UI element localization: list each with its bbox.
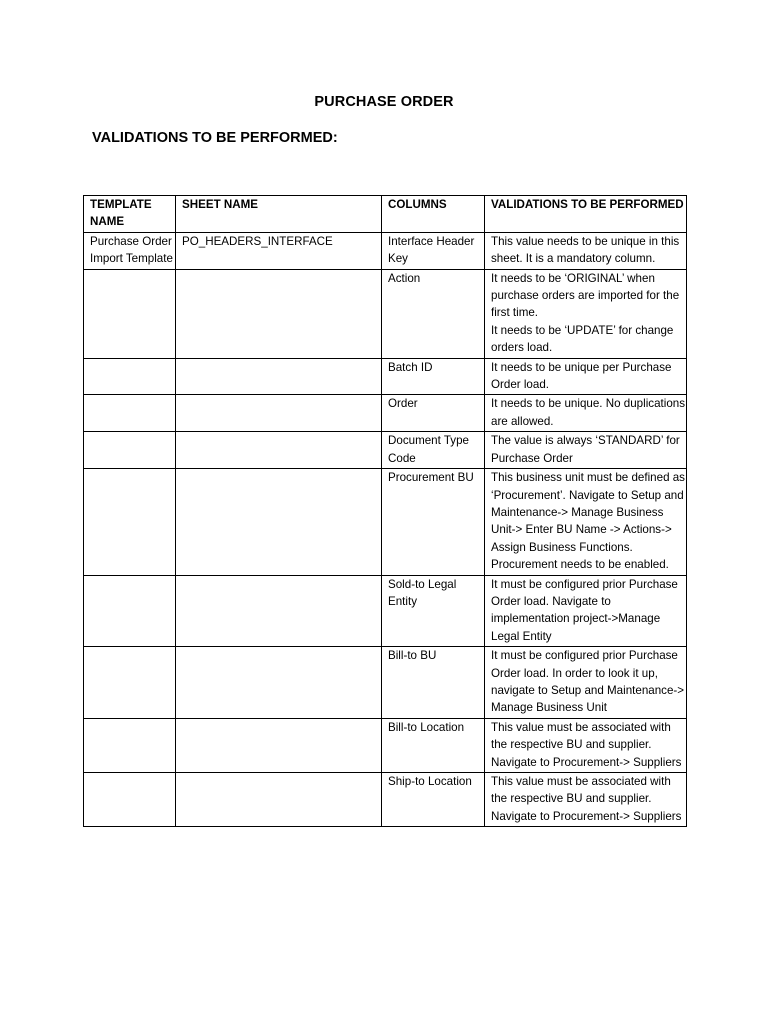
cell-template: [84, 395, 176, 432]
cell-validation: [485, 718, 687, 772]
cell-column: Sold-to Legal Entity: [382, 575, 485, 647]
table-row: [84, 718, 687, 772]
cell-template: [84, 773, 176, 827]
header-validations: VALIDATIONS TO BE PERFORMED: [485, 196, 687, 233]
table-row: [84, 575, 687, 647]
cell-sheet: [176, 647, 382, 719]
cell-column: Document Type Code: [382, 432, 485, 469]
cell-sheet: [176, 395, 382, 432]
table-row: [84, 232, 687, 269]
cell-sheet: [176, 575, 382, 647]
validation-text: This business unit must be defined as ‘Procurement’. Navigate to Setup and Maintenance-> Manage Business Unit-> Enter BU Name -> Actions-> Assign Business Functions. Procurement needs to be enabled.: [491, 471, 685, 572]
cell-template: [84, 718, 176, 772]
validation-text: It needs to be unique. No duplications are allowed.: [491, 397, 686, 428]
cell-validation: [485, 269, 687, 358]
cell-validation: [485, 469, 687, 575]
table-row: [84, 395, 687, 432]
validation-text: It needs to be ‘UPDATE’ for change orders load.: [491, 323, 674, 355]
cell-template: [84, 358, 176, 395]
header-template-name: TEMPLATE NAME: [84, 196, 176, 233]
cell-validation: [485, 232, 687, 269]
validations-table: [83, 195, 687, 827]
cell-column: Batch ID: [382, 358, 485, 395]
cell-template: [84, 469, 176, 575]
validation-text: The value is always ‘STANDARD’ for Purchase Order: [491, 434, 680, 465]
validation-text: This value must be associated with the respective BU and supplier. Navigate to Procurement-> Suppliers: [491, 775, 682, 823]
validation-text: This value needs to be unique in this sheet. It is a mandatory column.: [491, 234, 680, 266]
table-row: [84, 647, 687, 719]
table-header-row: [84, 196, 687, 233]
cell-sheet: [176, 358, 382, 395]
cell-column: Action: [382, 269, 485, 358]
cell-column: Order: [382, 395, 485, 432]
header-sheet-name: SHEET NAME: [176, 196, 382, 233]
document-subtitle: VALIDATIONS TO BE PERFORMED:: [92, 130, 338, 146]
cell-sheet: PO_HEADERS_INTERFACE: [176, 232, 382, 269]
table-row: [84, 432, 687, 469]
cell-validation: [485, 432, 687, 469]
table-row: [84, 469, 687, 575]
cell-validation: [485, 395, 687, 432]
cell-sheet: [176, 469, 382, 575]
cell-template: [84, 432, 176, 469]
cell-template: [84, 647, 176, 719]
cell-sheet: [176, 432, 382, 469]
cell-validation: [485, 773, 687, 827]
cell-column: Procurement BU: [382, 469, 485, 575]
cell-column: Interface Header Key: [382, 232, 485, 269]
table-row: [84, 773, 687, 827]
validation-text: This value must be associated with the respective BU and supplier. Navigate to Procurement-> Suppliers: [491, 720, 682, 769]
cell-template: [84, 575, 176, 647]
cell-column: Ship-to Location: [382, 773, 485, 827]
validation-text: It must be configured prior Purchase Order load. In order to look it up, navigate to Setup and Maintenance-> Manage Business Unit: [491, 649, 685, 715]
validation-text: It needs to be ‘ORIGINAL’ when purchase orders are imported for the first time.: [491, 271, 680, 320]
cell-column: Bill-to BU: [382, 647, 485, 719]
cell-validation: [485, 575, 687, 647]
cell-template: [84, 269, 176, 358]
cell-sheet: [176, 269, 382, 358]
cell-template: Purchase Order Import Template: [84, 232, 176, 269]
header-columns: COLUMNS: [382, 196, 485, 233]
cell-validation: [485, 358, 687, 395]
table-row: [84, 269, 687, 358]
validation-text: It needs to be unique per Purchase Order load.: [491, 360, 672, 392]
validation-text: It must be configured prior Purchase Order load. Navigate to implementation project->Manage Legal Entity: [491, 577, 678, 643]
cell-column: Bill-to Location: [382, 718, 485, 772]
table-row: [84, 358, 687, 395]
document-title: PURCHASE ORDER: [314, 94, 454, 110]
cell-sheet: [176, 718, 382, 772]
cell-sheet: [176, 773, 382, 827]
cell-validation: [485, 647, 687, 719]
